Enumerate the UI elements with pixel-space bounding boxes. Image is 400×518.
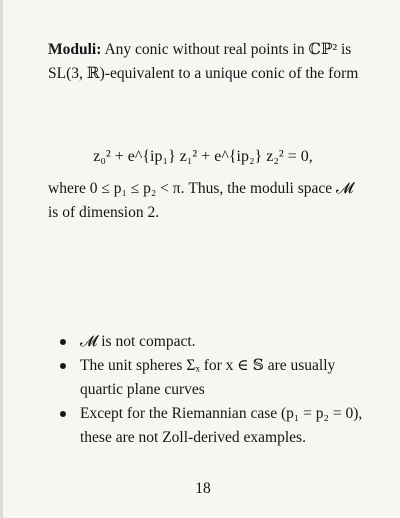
conic-equation: z₀² + e^{ip₁} z₁² + e^{ip₂} z₂² = 0, — [93, 148, 313, 165]
bullet-list — [48, 330, 368, 450]
bullet-icon — [60, 339, 66, 345]
conclusion-paragraph: where 0 ≤ p₁ ≤ p₂ < π. Thus, the moduli space 𝓜 is of dimension 2. — [48, 180, 354, 221]
bullet-icon — [60, 363, 66, 369]
intro-paragraph — [48, 38, 366, 86]
bullet-icon — [60, 411, 66, 417]
moduli-heading: Moduli: — [48, 41, 102, 58]
bullet-item: Except for the Riemannian case (p₁ = p₂ = 0), these are not Zoll-derived examples. — [48, 402, 368, 450]
bullet-item: 𝓜 is not compact. — [48, 330, 368, 354]
bullet-item: The unit spheres Σₓ for x ∈ 𝕊 are usually quartic plane curves — [48, 354, 368, 402]
intro-text: Any conic without real points in ℂℙ² is SL(3, ℝ)-equivalent to a unique conic of the form — [48, 41, 359, 82]
page-number: 18 — [195, 480, 211, 497]
